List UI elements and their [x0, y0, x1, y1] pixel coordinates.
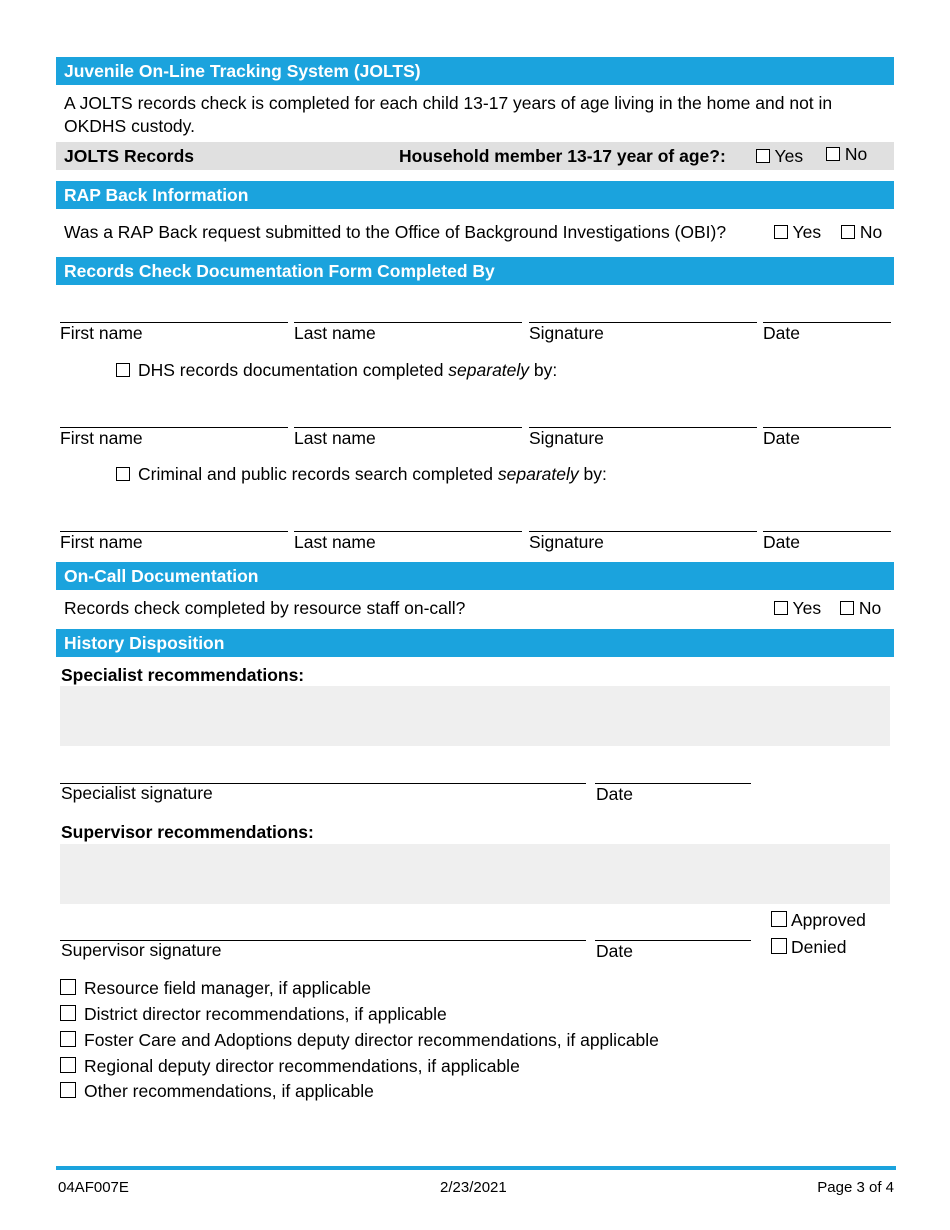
signature-label-1: Signature [529, 323, 604, 343]
jolts-records-label: JOLTS Records [64, 146, 194, 166]
rap-yes-option[interactable] [774, 222, 821, 243]
oncall-no-label: No [858, 598, 882, 618]
oncall-yes-label: Yes [792, 598, 822, 618]
jolts-records-row [56, 142, 894, 170]
signature-label-3: Signature [529, 532, 604, 552]
rap-no-checkbox[interactable] [841, 225, 855, 239]
rap-no-option[interactable] [841, 222, 882, 243]
household-no-label: No [844, 144, 868, 164]
footer-date: 2/23/2021 [440, 1179, 507, 1196]
dhs-separately-suffix: by: [529, 360, 558, 380]
option-label: Resource field manager, if applicable [84, 978, 371, 998]
option-label: Regional deputy director recommendations, if applicable [84, 1056, 520, 1076]
option-resource-field-manager[interactable] [60, 978, 371, 999]
jolts-section-header: Juvenile On-Line Tracking System (JOLTS) [56, 57, 894, 85]
disposition-section-header: History Disposition [56, 629, 894, 657]
supervisor-signature-label: Supervisor signature [61, 940, 222, 960]
date-label-2: Date [763, 428, 800, 448]
jolts-description: A JOLTS records check is completed for each child 13-17 years of age living in the home and not in OKDHS custody. [64, 93, 833, 136]
dhs-separately-option[interactable] [116, 360, 557, 381]
specialist-recommendations-field[interactable] [60, 686, 890, 746]
date-label-1: Date [763, 323, 800, 343]
footer-page-number: Page 3 of 4 [817, 1179, 894, 1196]
first-name-label-3: First name [60, 532, 143, 552]
footer-divider [56, 1166, 896, 1170]
oncall-section-header: On-Call Documentation [56, 562, 894, 590]
dhs-separately-emphasis: separately [448, 360, 530, 380]
signature-label-2: Signature [529, 428, 604, 448]
completed-by-section-header: Records Check Documentation Form Completed By [56, 257, 894, 285]
option-checkbox[interactable] [60, 1057, 76, 1073]
option-checkbox[interactable] [60, 1082, 76, 1098]
option-foster-care-deputy-director[interactable] [60, 1030, 659, 1051]
option-other[interactable] [60, 1081, 374, 1102]
footer-form-id: 04AF007E [58, 1179, 129, 1196]
option-checkbox[interactable] [60, 1005, 76, 1021]
oncall-yes-checkbox[interactable] [774, 601, 788, 615]
household-no-option[interactable] [826, 140, 867, 168]
criminal-separately-checkbox[interactable] [116, 467, 130, 481]
rap-no-label: No [859, 222, 883, 242]
household-no-checkbox[interactable] [826, 147, 840, 161]
first-name-label-1: First name [60, 323, 143, 343]
approved-label: Approved [791, 910, 866, 930]
dhs-separately-checkbox[interactable] [116, 363, 130, 377]
denied-checkbox[interactable] [771, 938, 787, 954]
criminal-separately-option[interactable] [116, 464, 607, 485]
specialist-signature-label: Specialist signature [61, 783, 213, 803]
oncall-question: Records check completed by resource staff on-call? [64, 598, 466, 618]
date-label-3: Date [763, 532, 800, 552]
option-label: District director recommendations, if applicable [84, 1004, 447, 1024]
rap-question: Was a RAP Back request submitted to the Office of Background Investigations (OBI)? [64, 222, 727, 242]
rap-yes-label: Yes [792, 222, 822, 242]
oncall-yes-option[interactable] [774, 598, 821, 619]
household-question: Household member 13-17 year of age?: [399, 146, 726, 166]
rap-section-header: RAP Back Information [56, 181, 894, 209]
option-label: Foster Care and Adoptions deputy director recommendations, if applicable [84, 1030, 659, 1050]
first-name-label-2: First name [60, 428, 143, 448]
last-name-label-1: Last name [294, 323, 376, 343]
criminal-separately-suffix: by: [578, 464, 607, 484]
option-label: Other recommendations, if applicable [84, 1081, 374, 1101]
supervisor-recommendations-label: Supervisor recommendations: [61, 822, 314, 842]
option-district-director[interactable] [60, 1004, 447, 1025]
last-name-label-3: Last name [294, 532, 376, 552]
option-checkbox[interactable] [60, 1031, 76, 1047]
last-name-label-2: Last name [294, 428, 376, 448]
specialist-date-label: Date [596, 784, 633, 804]
supervisor-recommendations-field[interactable] [60, 844, 890, 904]
supervisor-date-label: Date [596, 941, 633, 961]
approved-option[interactable] [771, 910, 866, 931]
household-yes-option[interactable] [756, 142, 803, 170]
criminal-separately-text: Criminal and public records search completed [138, 464, 498, 484]
oncall-no-option[interactable] [840, 598, 881, 619]
dhs-separately-text: DHS records documentation completed [138, 360, 449, 380]
denied-label: Denied [791, 937, 847, 957]
oncall-no-checkbox[interactable] [840, 601, 854, 615]
household-yes-checkbox[interactable] [756, 149, 770, 163]
household-yes-label: Yes [774, 146, 804, 166]
approved-checkbox[interactable] [771, 911, 787, 927]
criminal-separately-emphasis: separately [497, 464, 579, 484]
specialist-recommendations-label: Specialist recommendations: [61, 665, 305, 685]
denied-option[interactable] [771, 937, 846, 958]
rap-yes-checkbox[interactable] [774, 225, 788, 239]
option-regional-deputy-director[interactable] [60, 1056, 520, 1077]
option-checkbox[interactable] [60, 979, 76, 995]
